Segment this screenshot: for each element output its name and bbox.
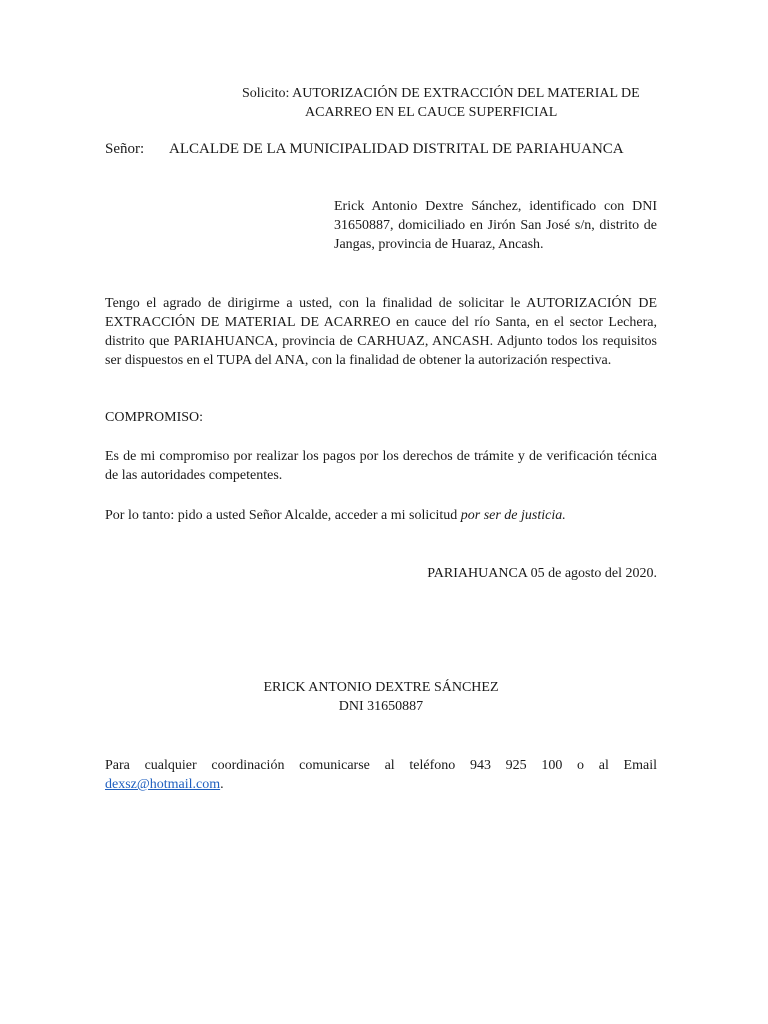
closing-paragraph <box>105 506 657 525</box>
subject-line-1: Solicito: AUTORIZACIÓN DE EXTRACCIÓN DEL MATERIAL DE <box>242 86 640 101</box>
request-paragraph: Tengo el agrado de dirigirme a usted, con la finalidad de solicitar le AUTORIZACIÓN DE EXTRACCIÓN DE MATERIAL DE ACARREO en cauce del río Santa, en el sector Lechera, distrito que PARIAHUANCA, provincia de CARHUAZ, ANCASH. Adjunto todos los requisitos ser dispuestos en el TUPA del ANA, con la finalidad de obtener la autorización respectiva. <box>105 296 657 368</box>
addressee-name: ALCALDE DE LA MUNICIPALIDAD DISTRITAL DE PARIAHUANCA <box>169 141 624 157</box>
closing-italic: por ser de justicia. <box>460 508 566 523</box>
contact-block <box>105 756 657 794</box>
closing-text: Por lo tanto: pido a usted Señor Alcalde, acceder a mi solicitud <box>105 508 461 523</box>
email-link[interactable]: dexsz@hotmail.com <box>105 777 221 792</box>
contact-trailing: . <box>220 777 224 792</box>
signature-dni: DNI 31650887 <box>338 699 424 714</box>
signature-name: ERICK ANTONIO DEXTRE SÁNCHEZ <box>263 680 499 695</box>
contact-text: Para cualquier coordinación comunicarse al teléfono 943 925 100 o al Email <box>105 758 657 773</box>
commitment-paragraph: Es de mi compromiso por realizar los pagos por los derechos de trámite y de verificación técnica de las autoridades competentes. <box>105 449 657 483</box>
addressee-line <box>105 140 624 158</box>
date-line: PARIAHUANCA 05 de agosto del 2020. <box>427 566 657 581</box>
signature-block <box>105 678 657 716</box>
subject-line-2: ACARREO EN EL CAUCE SUPERFICIAL <box>305 105 558 120</box>
commitment-heading: COMPROMISO: <box>105 410 204 425</box>
subject-block <box>242 84 662 122</box>
applicant-identification: Erick Antonio Dextre Sánchez, identificado con DNI 31650887, domiciliado en Jirón San José s/n, distrito de Jangas, provincia de Huaraz, Ancash. <box>334 199 657 252</box>
addressee-label: Señor: <box>105 141 145 157</box>
